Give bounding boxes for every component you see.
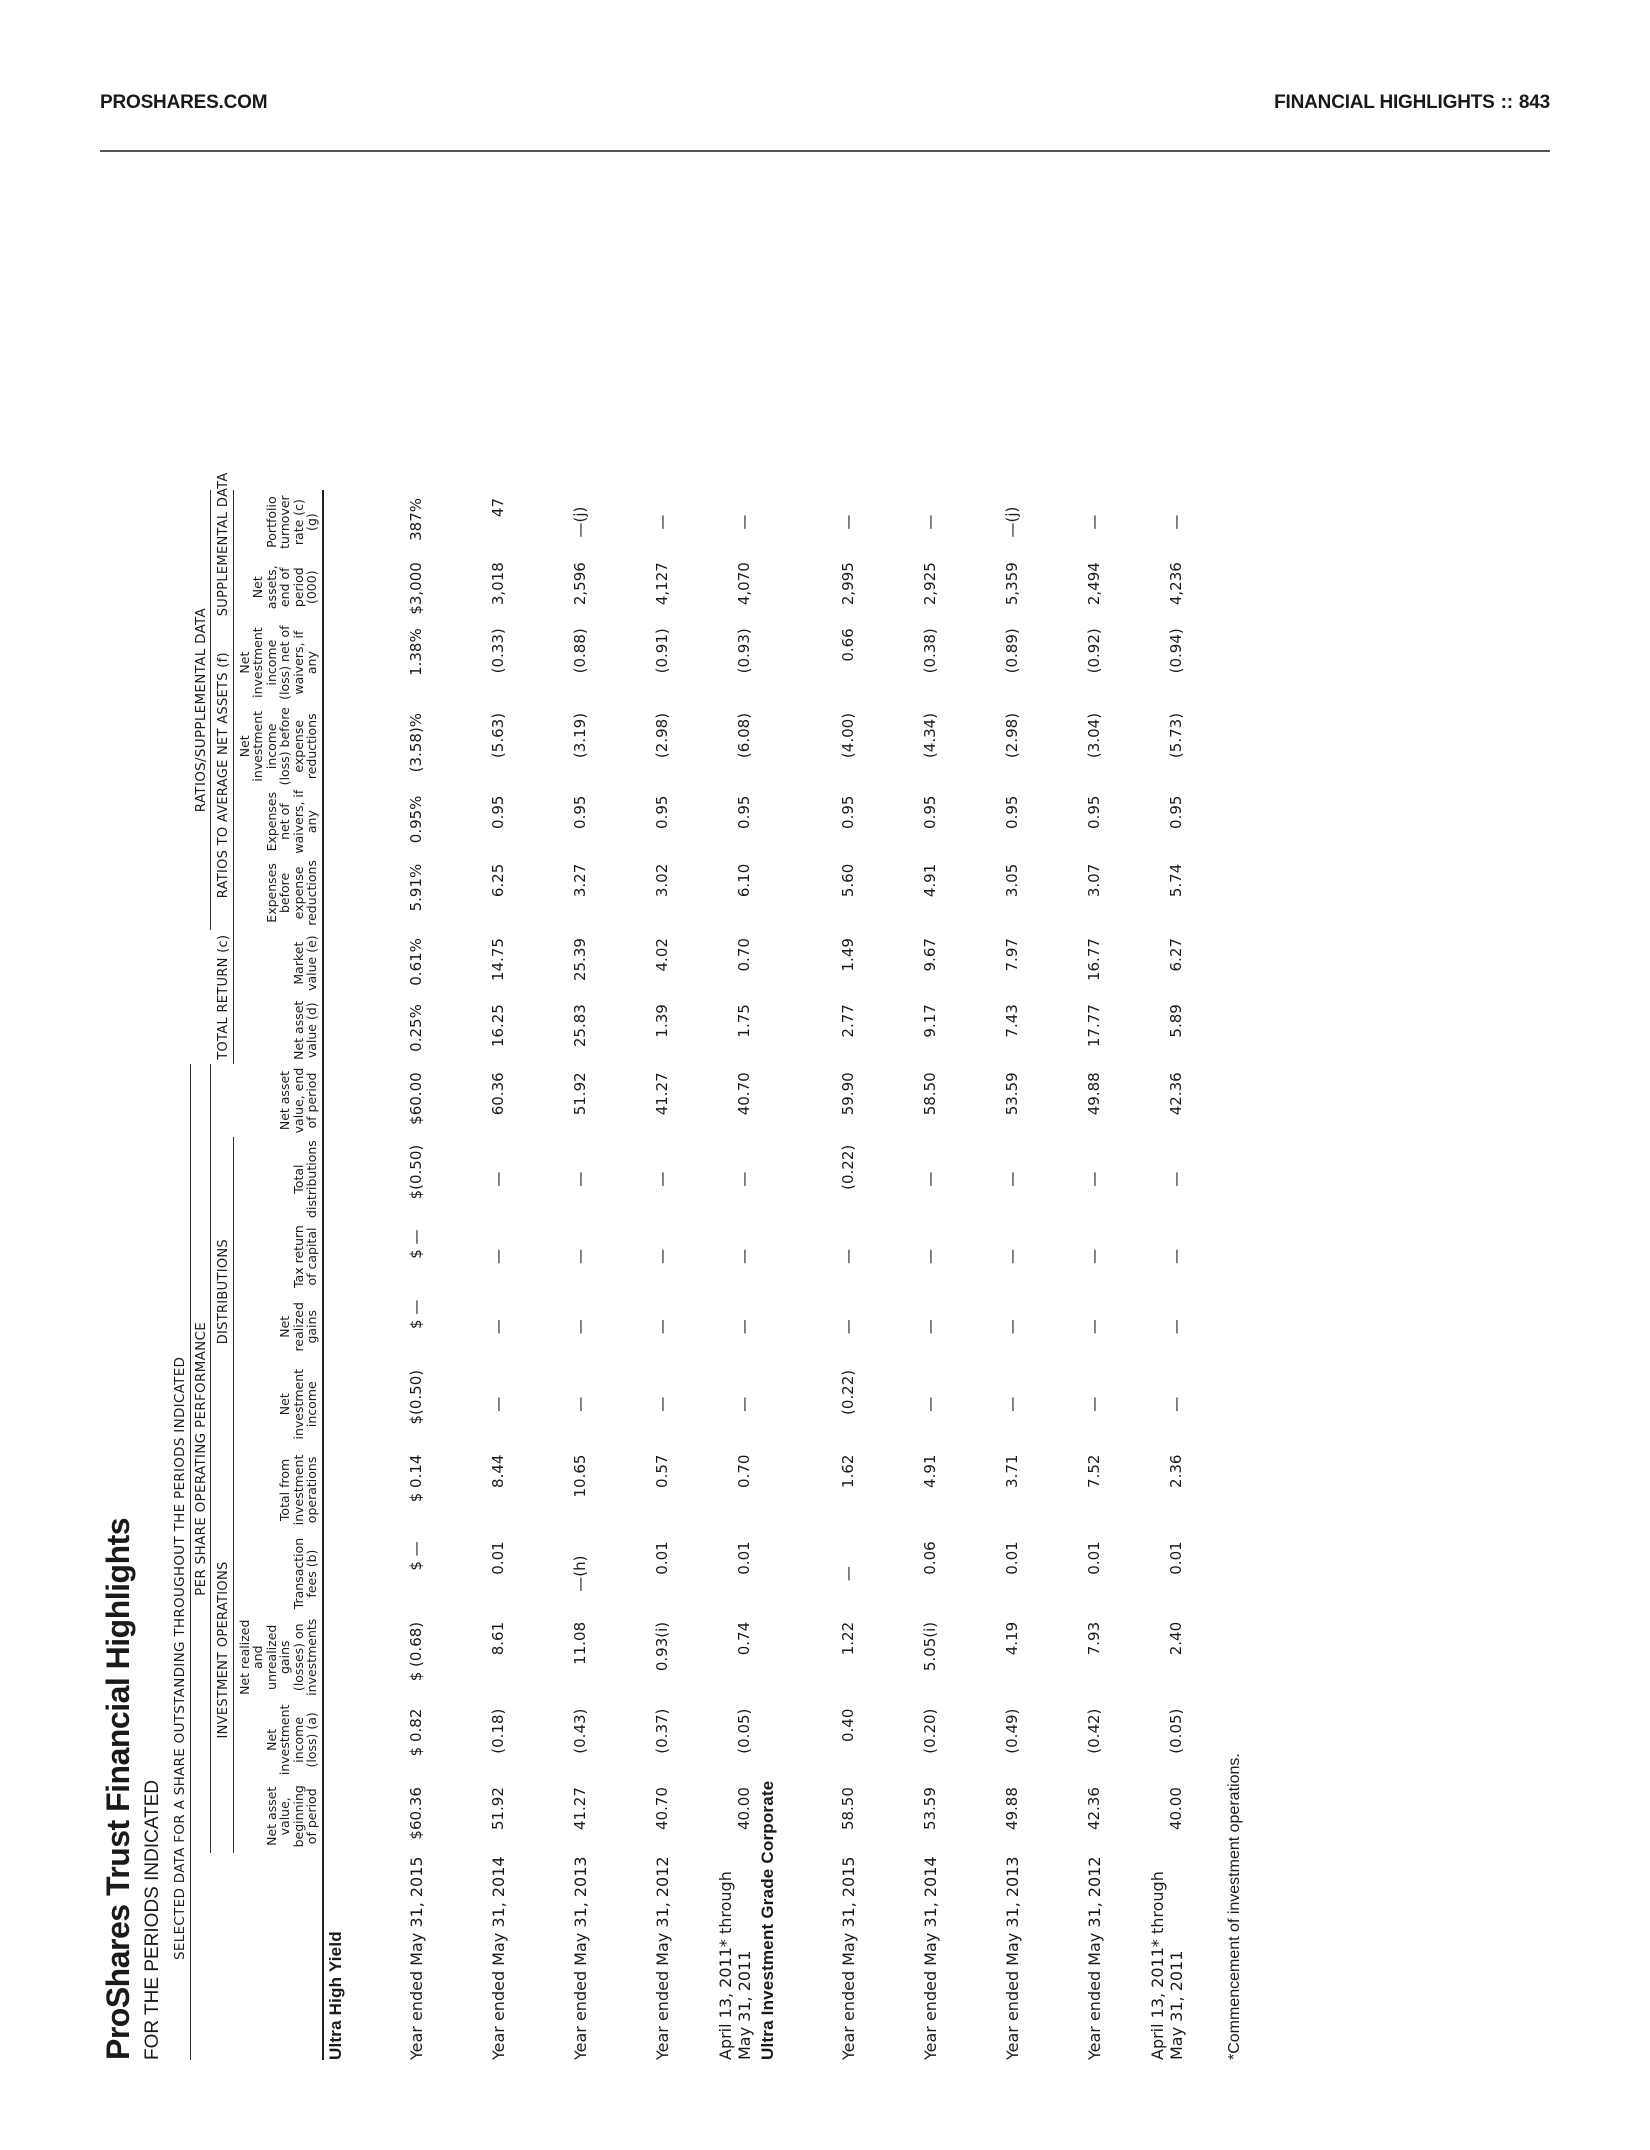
value-cell: — — [652, 1396, 671, 1412]
col-header: Transaction fees (b) — [233, 1533, 323, 1614]
col-header: Net realized gains — [233, 1292, 323, 1362]
value-cell: — — [488, 1171, 507, 1187]
value-cell: — — [838, 1566, 857, 1582]
value-cell: 2,925 — [920, 562, 939, 606]
header-rule — [100, 150, 1550, 152]
value-cell: — — [1166, 1396, 1185, 1412]
value-cell: (3.04) — [1084, 712, 1103, 759]
value-cell: — — [734, 1171, 753, 1187]
col-header: Expenses before expense reductions — [233, 856, 323, 930]
value-cell: 2.36 — [1166, 1454, 1185, 1488]
value-cell: — — [488, 1319, 507, 1335]
value-cell: 5,359 — [1002, 562, 1021, 606]
value-cell: 53.59 — [1002, 1072, 1021, 1116]
value-cell: 0.01 — [488, 1541, 507, 1575]
value-cell: 0.95 — [1084, 795, 1103, 829]
value-cell: 16.77 — [1084, 938, 1103, 982]
value-cell: — — [1166, 1319, 1185, 1335]
value-cell: 6.25 — [488, 863, 507, 898]
col-header: Expenses net of waivers, if any — [233, 788, 323, 856]
value-cell: — — [920, 514, 939, 530]
value-cell: 387% — [406, 498, 425, 541]
value-cell: 1.62 — [838, 1454, 857, 1488]
value-cell: $ 0.14 — [406, 1454, 425, 1503]
fund-name: Ultra High Yield — [325, 1931, 345, 2060]
group-row-1 — [190, 490, 211, 2060]
footnote: *Commencement of investment operations. — [1226, 1753, 1243, 2060]
value-cell: (0.91) — [652, 628, 671, 674]
value-cell: 17.77 — [1084, 1004, 1103, 1048]
value-cell: —(j) — [1002, 506, 1021, 538]
value-cell: (0.38) — [920, 628, 939, 674]
value-cell: 3.02 — [652, 863, 671, 898]
value-cell: 0.06 — [920, 1541, 939, 1575]
value-cell: (2.98) — [1002, 712, 1021, 759]
group-row-2 — [211, 490, 234, 2060]
value-cell: 1.39 — [652, 1004, 671, 1038]
value-cell: — — [734, 1249, 753, 1265]
col-header: Net investment income (loss) before expense reductions — [233, 705, 323, 788]
value-cell: (0.94) — [1166, 628, 1185, 674]
value-cell: 1.49 — [838, 938, 857, 972]
table-row — [346, 490, 428, 2060]
value-cell: — — [920, 1319, 939, 1335]
value-cell: (6.08) — [734, 712, 753, 759]
value-cell: (0.42) — [1084, 1708, 1103, 1754]
value-cell: 5.05(i) — [920, 1621, 939, 1672]
value-cell: 4.91 — [920, 863, 939, 898]
value-cell: 59.90 — [838, 1072, 857, 1116]
value-cell: — — [1002, 1249, 1021, 1265]
value-cell: 5.74 — [1166, 863, 1185, 898]
document-title: ProShares Trust Financial Highlights — [100, 1517, 136, 2060]
value-cell: — — [488, 1396, 507, 1412]
value-cell: — — [734, 1319, 753, 1335]
financial-highlights-table — [172, 472, 1188, 2060]
value-cell: — — [920, 1171, 939, 1187]
value-cell: — — [570, 1171, 589, 1187]
value-cell: $ — — [406, 1229, 425, 1259]
table-row — [510, 490, 592, 2060]
value-cell: (3.19) — [570, 712, 589, 759]
value-cell: 58.50 — [838, 1787, 857, 1831]
value-cell: 0.95 — [488, 795, 507, 829]
value-cell: 7.52 — [1084, 1454, 1103, 1488]
value-cell: 5.60 — [838, 863, 857, 898]
value-cell: 40.00 — [1166, 1787, 1185, 1831]
value-cell: — — [734, 1396, 753, 1412]
value-cell: 0.95 — [652, 795, 671, 829]
col-header: Net asset value (d) — [233, 996, 323, 1064]
value-cell: 0.61% — [406, 938, 425, 986]
value-cell: 42.36 — [1166, 1072, 1185, 1116]
period-label: April 13, 2011* through May 31, 2011 — [715, 1871, 754, 2060]
value-cell: 9.67 — [920, 938, 939, 972]
value-cell: (0.88) — [570, 628, 589, 674]
value-cell: 3.71 — [1002, 1454, 1021, 1488]
value-cell: (4.00) — [838, 712, 857, 759]
value-cell: — — [1084, 1171, 1103, 1187]
section-name: FINANCIAL HIGHLIGHTS — [1274, 92, 1495, 113]
value-cell: (5.63) — [488, 712, 507, 759]
value-cell: (0.22) — [838, 1369, 857, 1415]
value-cell: 3,018 — [488, 562, 507, 606]
value-cell: (0.49) — [1002, 1708, 1021, 1754]
value-cell: (0.92) — [1084, 628, 1103, 674]
value-cell: 0.95 — [570, 795, 589, 829]
col-header: Net asset value, beginning of period — [233, 1779, 323, 1853]
table-row — [1106, 490, 1188, 2060]
value-cell: $ — — [406, 1299, 425, 1329]
table-body — [323, 490, 1188, 2060]
investment-operations-group: INVESTMENT OPERATIONS — [211, 1447, 234, 1854]
value-cell: 0.95 — [920, 795, 939, 829]
value-cell: 2.77 — [838, 1004, 857, 1038]
value-cell: — — [838, 1319, 857, 1335]
value-cell: —(j) — [570, 506, 589, 538]
value-cell: — — [488, 1249, 507, 1265]
value-cell: — — [1002, 1396, 1021, 1412]
value-cell: — — [1002, 1319, 1021, 1335]
value-cell: 4.91 — [920, 1454, 939, 1488]
value-cell: 9.17 — [920, 1004, 939, 1038]
value-cell: 0.70 — [734, 1454, 753, 1488]
value-cell: (0.05) — [1166, 1708, 1185, 1754]
period-label: Year ended May 31, 2014 — [488, 1856, 508, 2060]
col-header: Net realized and unrealized gains (losses) on investments — [233, 1614, 323, 1701]
col-header: Net assets, end of period (000) — [233, 554, 323, 620]
value-cell: 0.01 — [734, 1541, 753, 1575]
total-return-group: TOTAL RETURN (c) — [211, 930, 234, 1064]
table-row — [778, 490, 860, 2060]
col-header: Market value (e) — [233, 930, 323, 996]
value-cell: (0.37) — [652, 1708, 671, 1754]
value-cell: 4,127 — [652, 562, 671, 606]
value-cell: — — [652, 1171, 671, 1187]
value-cell: 25.83 — [570, 1004, 589, 1048]
col-header: Total from investment operations — [233, 1447, 323, 1534]
table-row — [860, 490, 942, 2060]
value-cell: 3.05 — [1002, 863, 1021, 898]
value-cell: 4.19 — [1002, 1621, 1021, 1656]
table-row — [942, 490, 1024, 2060]
value-cell: 16.25 — [488, 1004, 507, 1048]
value-cell: 0.95 — [1166, 795, 1185, 829]
column-header-row — [233, 490, 323, 2060]
value-cell: 0.70 — [734, 938, 753, 972]
ratios-supplemental-group: RATIOS/SUPPLEMENTAL DATA — [190, 490, 211, 930]
value-cell: 0.01 — [1084, 1541, 1103, 1575]
value-cell: 0.95 — [734, 795, 753, 829]
value-cell: 4,070 — [734, 562, 753, 606]
period-label: Year ended May 31, 2012 — [652, 1856, 672, 2060]
value-cell: 60.36 — [488, 1072, 507, 1116]
value-cell: 41.27 — [570, 1787, 589, 1831]
value-cell: 7.93 — [1084, 1621, 1103, 1656]
value-cell: — — [1166, 514, 1185, 530]
value-cell: 0.74 — [734, 1621, 753, 1656]
value-cell: (4.34) — [920, 712, 939, 759]
value-cell: — — [920, 1249, 939, 1265]
period-label: Year ended May 31, 2013 — [570, 1856, 590, 2060]
value-cell: — — [1084, 1396, 1103, 1412]
period-label: Year ended May 31, 2013 — [1002, 1856, 1022, 2060]
value-cell: 25.39 — [570, 938, 589, 982]
value-cell: (0.18) — [488, 1708, 507, 1754]
value-cell: 5.91% — [406, 863, 425, 912]
col-header: Tax return of capital — [233, 1221, 323, 1291]
value-cell: $ 0.82 — [406, 1708, 425, 1757]
fund-row — [323, 490, 346, 2060]
value-cell: 0.01 — [652, 1541, 671, 1575]
value-cell: 1.38% — [406, 628, 425, 676]
supplemental-group: SUPPLEMENTAL DATA — [211, 490, 234, 620]
value-cell: (0.05) — [734, 1708, 753, 1754]
period-label: April 13, 2011* through May 31, 2011 — [1147, 1871, 1186, 2060]
value-cell: 2,494 — [1084, 562, 1103, 606]
value-cell: 4.02 — [652, 938, 671, 972]
per-share-group: PER SHARE OPERATING PERFORMANCE — [190, 1064, 211, 1853]
value-cell: 40.70 — [652, 1787, 671, 1831]
value-cell: 40.70 — [734, 1072, 753, 1116]
value-cell: 2,995 — [838, 562, 857, 606]
page-number: 843 — [1518, 92, 1550, 113]
value-cell: — — [838, 514, 857, 530]
value-cell: (0.22) — [838, 1144, 857, 1190]
value-cell: (0.89) — [1002, 628, 1021, 674]
value-cell: 0.40 — [838, 1708, 857, 1743]
value-cell: (3.58)% — [406, 712, 425, 773]
value-cell: $60.36 — [406, 1787, 425, 1840]
col-header: Net investment income — [233, 1362, 323, 1447]
value-cell: 41.27 — [652, 1072, 671, 1116]
running-header — [1274, 92, 1550, 114]
value-cell: 0.57 — [652, 1454, 671, 1488]
value-cell: — — [1002, 1171, 1021, 1187]
ratios-average-group: RATIOS TO AVERAGE NET ASSETS (f) — [211, 620, 234, 930]
value-cell: — — [1166, 1171, 1185, 1187]
value-cell: 4,236 — [1166, 562, 1185, 606]
value-cell: 8.61 — [488, 1621, 507, 1656]
col-header: Total distributions — [233, 1137, 323, 1222]
value-cell: 0.95 — [838, 795, 857, 829]
table-row — [428, 490, 510, 2060]
value-cell: — — [1084, 1319, 1103, 1335]
col-header: Portfolio turnover rate (c)(g) — [233, 490, 323, 554]
value-cell: 6.27 — [1166, 938, 1185, 972]
value-cell: (0.43) — [570, 1708, 589, 1754]
col-header: Net investment income (loss) (a) — [233, 1701, 323, 1779]
value-cell: 3.07 — [1084, 863, 1103, 898]
selected-data-banner: SELECTED DATA FOR A SHARE OUTSTANDING THROUGHOUT THE PERIODS INDICATED — [172, 1064, 190, 2060]
site-name: PROSHARES.COM — [100, 92, 268, 113]
fund-row — [756, 490, 778, 2060]
value-cell: — — [920, 1396, 939, 1412]
value-cell: — — [1084, 514, 1103, 530]
distributions-group: DISTRIBUTIONS — [211, 1137, 234, 1447]
value-cell: 47 — [488, 498, 507, 518]
value-cell: 10.65 — [570, 1454, 589, 1498]
col-header: Net asset value, end of period — [233, 1064, 323, 1136]
value-cell: 11.08 — [570, 1621, 589, 1665]
value-cell: 51.92 — [570, 1072, 589, 1116]
value-cell: — — [570, 1396, 589, 1412]
period-label: Year ended May 31, 2015 — [838, 1856, 858, 2060]
value-cell: 42.36 — [1084, 1787, 1103, 1831]
value-cell: 2,596 — [570, 562, 589, 606]
value-cell: — — [570, 1249, 589, 1265]
rotated-table-container — [100, 160, 1260, 2060]
document-subtitle: FOR THE PERIODS INDICATED — [142, 1779, 163, 2060]
value-cell: 6.10 — [734, 863, 753, 898]
header-separator: :: — [1500, 92, 1513, 113]
value-cell: 7.97 — [1002, 938, 1021, 972]
value-cell: 53.59 — [920, 1787, 939, 1831]
value-cell: 5.89 — [1166, 1004, 1185, 1038]
fund-name: Ultra Investment Grade Corporate — [757, 1780, 777, 2060]
value-cell: 7.43 — [1002, 1004, 1021, 1038]
period-label: Year ended May 31, 2012 — [1084, 1856, 1104, 2060]
value-cell: — — [838, 1249, 857, 1265]
value-cell: $ — — [406, 1541, 425, 1571]
value-cell: — — [1084, 1249, 1103, 1265]
value-cell: 1.75 — [734, 1004, 753, 1038]
value-cell: 0.95 — [1002, 795, 1021, 829]
value-cell: — — [734, 514, 753, 530]
value-cell: — — [652, 1249, 671, 1265]
value-cell: 0.93(i) — [652, 1621, 671, 1672]
table-row — [592, 490, 674, 2060]
value-cell: 2.40 — [1166, 1621, 1185, 1656]
value-cell: — — [570, 1319, 589, 1335]
value-cell: (0.20) — [920, 1708, 939, 1754]
value-cell: $ (0.68) — [406, 1621, 425, 1682]
value-cell: — — [652, 514, 671, 530]
value-cell: 0.01 — [1002, 1541, 1021, 1575]
value-cell: 0.25% — [406, 1004, 425, 1052]
value-cell: (5.73) — [1166, 712, 1185, 759]
value-cell: — — [1166, 1249, 1185, 1265]
value-cell: 51.92 — [488, 1787, 507, 1831]
table-row — [1024, 490, 1106, 2060]
value-cell: — — [652, 1319, 671, 1335]
value-cell: (2.98) — [652, 712, 671, 759]
value-cell: 40.00 — [734, 1787, 753, 1831]
value-cell: 49.88 — [1002, 1787, 1021, 1831]
value-cell: (0.33) — [488, 628, 507, 674]
value-cell: $3,000 — [406, 562, 425, 615]
period-label: Year ended May 31, 2014 — [920, 1856, 940, 2060]
value-cell: (0.93) — [734, 628, 753, 674]
period-label: Year ended May 31, 2015 — [406, 1856, 426, 2060]
value-cell: $(0.50) — [406, 1144, 425, 1200]
table-row — [674, 490, 756, 2060]
value-cell: 14.75 — [488, 938, 507, 982]
value-cell: 0.95% — [406, 795, 425, 844]
value-cell: 0.01 — [1166, 1541, 1185, 1575]
value-cell: 1.22 — [838, 1621, 857, 1656]
banner-row — [172, 490, 190, 2060]
value-cell: $60.00 — [406, 1072, 425, 1125]
value-cell: 8.44 — [488, 1454, 507, 1488]
col-header: Net investment income (loss) net of waivers, if any — [233, 620, 323, 705]
value-cell: 0.66 — [838, 628, 857, 662]
value-cell: 3.27 — [570, 863, 589, 898]
value-cell: $(0.50) — [406, 1369, 425, 1425]
value-cell: 49.88 — [1084, 1072, 1103, 1116]
value-cell: —(h) — [570, 1555, 589, 1592]
value-cell: 58.50 — [920, 1072, 939, 1116]
